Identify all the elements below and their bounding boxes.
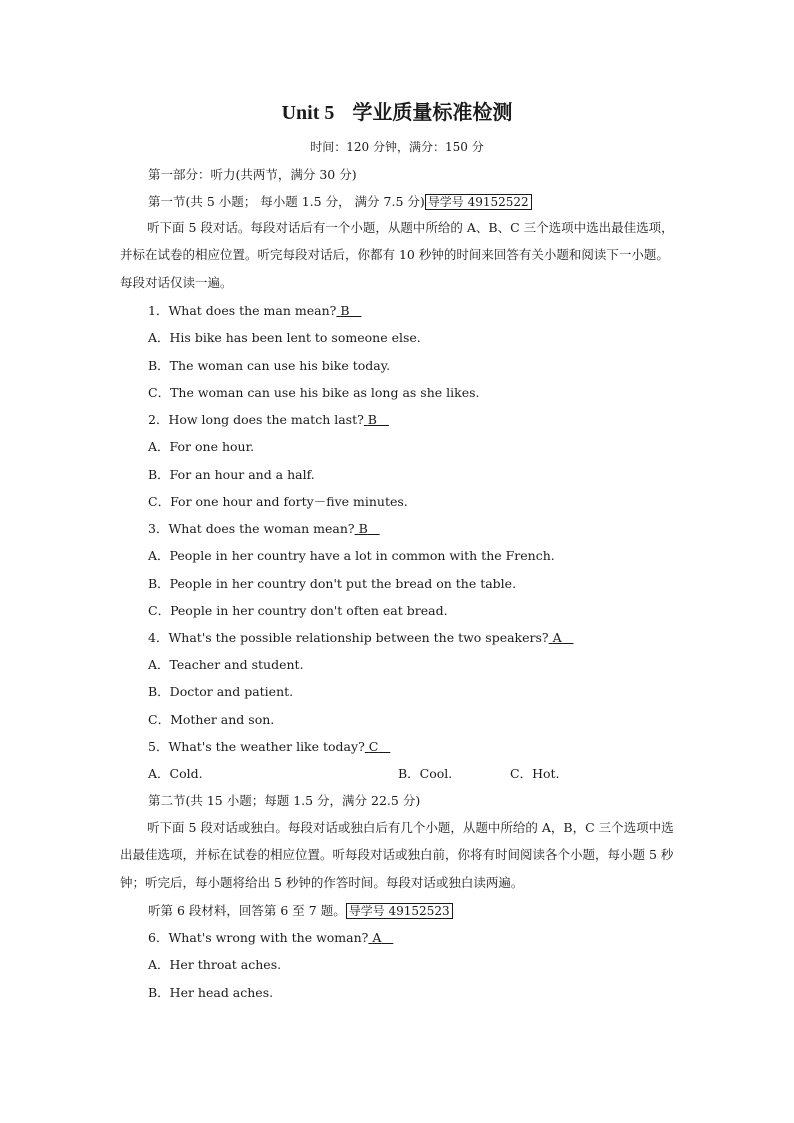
exam-meta: 时间：120 分钟，满分：150 分 — [310, 140, 484, 154]
option-4b: B．Doctor and patient. — [148, 684, 294, 699]
option-5a: A．Cold. — [148, 766, 203, 781]
option-4c: C．Mother and son. — [148, 712, 275, 727]
material-6-text: 听第 6 段材料，回答第 6 至 7 题。 — [148, 903, 346, 918]
question-text: What's the possible relationship between the two speakers? — [168, 630, 549, 645]
option-6b: B．Her head aches. — [148, 985, 274, 1000]
part1-heading: 第一部分：听力(共两节，满分 30 分) — [148, 167, 357, 182]
question-1 — [148, 303, 361, 319]
question-6 — [148, 930, 393, 946]
answer-value: B — [340, 303, 350, 318]
unit-label: Unit 5 — [281, 102, 335, 124]
answer-blank — [355, 521, 380, 536]
answer-blank — [549, 630, 574, 645]
page-title — [0, 96, 794, 125]
option-3a: A．People in her country have a lot in common with the French. — [148, 548, 555, 563]
question-text: What's the weather like today? — [168, 739, 365, 754]
option-1c: C．The woman can use his bike as long as she likes. — [148, 385, 480, 400]
question-2 — [148, 412, 389, 428]
option-6a: A．Her throat aches. — [148, 957, 282, 972]
question-text: What's wrong with the woman? — [168, 930, 369, 945]
option-2b: B．For an hour and a half. — [148, 467, 315, 482]
question-number: 3． — [148, 521, 169, 536]
option-3c: C．People in her country don't often eat bread. — [148, 603, 448, 618]
answer-value: C — [368, 739, 379, 754]
option-3b: B．People in her country don't put the bread on the table. — [148, 576, 517, 591]
answer-value: A — [552, 630, 562, 645]
answer-blank — [364, 412, 389, 427]
answer-blank — [336, 303, 361, 318]
question-number: 4． — [148, 630, 169, 645]
answer-value: B — [358, 521, 368, 536]
question-text: How long does the match last? — [168, 412, 364, 427]
question-number: 1． — [148, 303, 169, 318]
question-number: 2． — [148, 412, 169, 427]
title-name: 学业质量标准检测 — [352, 102, 513, 124]
answer-blank — [368, 930, 393, 945]
option-5c: C．Hot. — [510, 766, 560, 781]
section2-heading: 第二节(共 15 小题；每题 1.5 分，满分 22.5 分) — [148, 793, 421, 808]
question-4 — [148, 630, 574, 646]
question-text: What does the woman mean? — [168, 521, 355, 536]
guide-number-ref[interactable]: 导学号 49152523 — [346, 903, 453, 919]
option-2a: A．For one hour. — [148, 439, 255, 454]
section1-heading-text: 第一节(共 5 小题； 每小题 1.5 分， 满分 7.5 分) — [148, 194, 425, 209]
question-3 — [148, 521, 380, 537]
answer-value: A — [372, 930, 382, 945]
instructions-section1: 听下面 5 段对话。每段对话后有一个小题，从题中所给的 A、B、C 三个选项中选出最佳选项，并标在试卷的相应位置。听完每段对话后，你都有 10 秒钟的时间来回答有关小题和阅读下一小题。每段对话仅读一遍。 — [120, 220, 674, 290]
option-1a: A．His bike has been lent to someone else. — [148, 330, 421, 345]
option-5b: B．Cool. — [398, 766, 453, 781]
question-text: What does the man mean? — [168, 303, 337, 318]
option-1b: B．The woman can use his bike today. — [148, 358, 391, 373]
question-5 — [148, 739, 390, 755]
section1-heading — [148, 194, 532, 210]
material-6-heading — [148, 903, 453, 919]
option-4a: A．Teacher and student. — [148, 657, 304, 672]
answer-value: B — [367, 412, 377, 427]
instructions-section2: 听下面 5 段对话或独白。每段对话或独白后有几个小题，从题中所给的 A，B，C 三个选项中选出最佳选项，并标在试卷的相应位置。听每段对话或独白前，你将有时间阅读各个小题，每小题 5 秒钟；听完后，每小题将给出 5 秒钟的作答时间。每段对话或独白读两遍。 — [120, 820, 674, 890]
question-number: 6． — [148, 930, 169, 945]
guide-number-ref[interactable]: 导学号 49152522 — [425, 194, 532, 210]
option-2c: C．For one hour and forty－five minutes. — [148, 494, 408, 509]
answer-blank — [365, 739, 390, 754]
question-number: 5． — [148, 739, 169, 754]
